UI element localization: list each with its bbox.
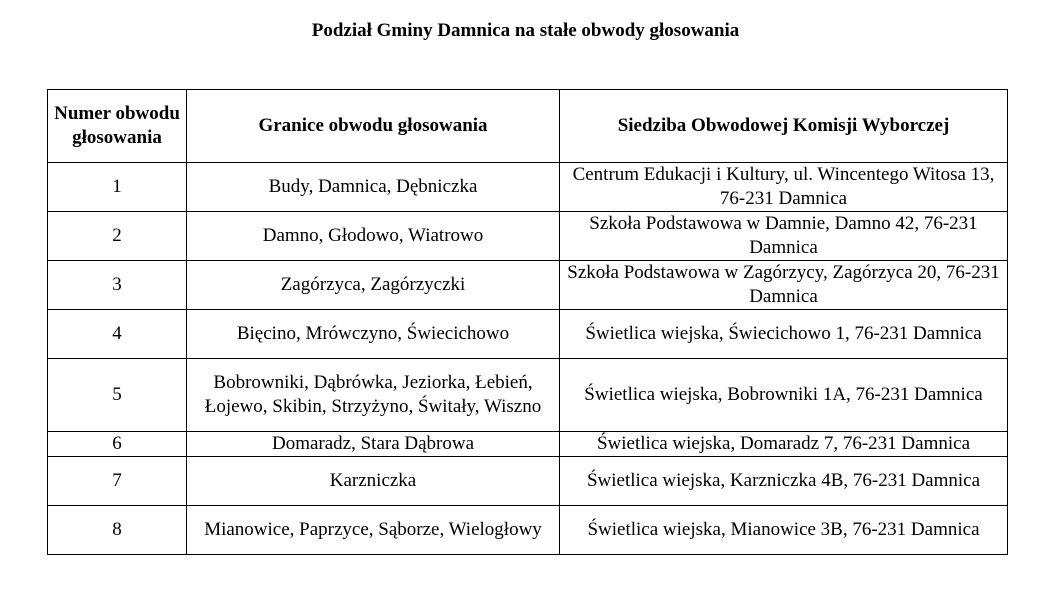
- district-number: 2: [48, 212, 187, 261]
- district-number: 8: [48, 506, 187, 555]
- header-district-boundaries: Granice obwodu głosowania: [187, 90, 560, 163]
- page-title: Podział Gminy Damnica na stałe obwody głosowania: [311, 20, 740, 41]
- table-row: [48, 261, 1008, 310]
- commission-seat: Centrum Edukacji i Kultury, ul. Wincentego Witosa 13, 76-231 Damnica: [560, 163, 1008, 212]
- district-number: 6: [48, 432, 187, 457]
- commission-seat: Świetlica wiejska, Karzniczka 4B, 76-231 Damnica: [560, 457, 1008, 506]
- district-number: 4: [48, 310, 187, 359]
- district-boundaries: Karzniczka: [187, 457, 560, 506]
- table-row: [48, 310, 1008, 359]
- table-row: [48, 457, 1008, 506]
- table-header-row: [48, 90, 1008, 163]
- district-number: 5: [48, 359, 187, 432]
- commission-seat: Świetlica wiejska, Mianowice 3B, 76-231 Damnica: [560, 506, 1008, 555]
- header-district-number: Numer obwodu głosowania: [48, 90, 187, 163]
- table-row: [48, 212, 1008, 261]
- district-number: 3: [48, 261, 187, 310]
- district-boundaries: Bięcino, Mrówczyno, Świecichowo: [187, 310, 560, 359]
- commission-seat: Świetlica wiejska, Domaradz 7, 76-231 Damnica: [560, 432, 1008, 457]
- commission-seat: Świetlica wiejska, Bobrowniki 1A, 76-231 Damnica: [560, 359, 1008, 432]
- table-row: [48, 506, 1008, 555]
- district-number: 1: [48, 163, 187, 212]
- district-boundaries: Zagórzyca, Zagórzyczki: [187, 261, 560, 310]
- voting-districts-table: [47, 89, 1008, 555]
- district-boundaries: Budy, Damnica, Dębniczka: [187, 163, 560, 212]
- district-boundaries: Damno, Głodowo, Wiatrowo: [187, 212, 560, 261]
- table-row: [48, 359, 1008, 432]
- table-row: [48, 432, 1008, 457]
- district-boundaries: Mianowice, Paprzyce, Sąborze, Wielogłowy: [187, 506, 560, 555]
- table-row: [48, 163, 1008, 212]
- district-number: 7: [48, 457, 187, 506]
- commission-seat: Szkoła Podstawowa w Zagórzycy, Zagórzyca 20, 76-231 Damnica: [560, 261, 1008, 310]
- commission-seat: Szkoła Podstawowa w Damnie, Damno 42, 76-231 Damnica: [560, 212, 1008, 261]
- district-boundaries: Domaradz, Stara Dąbrowa: [187, 432, 560, 457]
- commission-seat: Świetlica wiejska, Świecichowo 1, 76-231 Damnica: [560, 310, 1008, 359]
- district-boundaries: Bobrowniki, Dąbrówka, Jeziorka, Łebień, Łojewo, Skibin, Strzyżyno, Świtały, Wiszno: [187, 359, 560, 432]
- header-commission-seat: Siedziba Obwodowej Komisji Wyborczej: [560, 90, 1008, 163]
